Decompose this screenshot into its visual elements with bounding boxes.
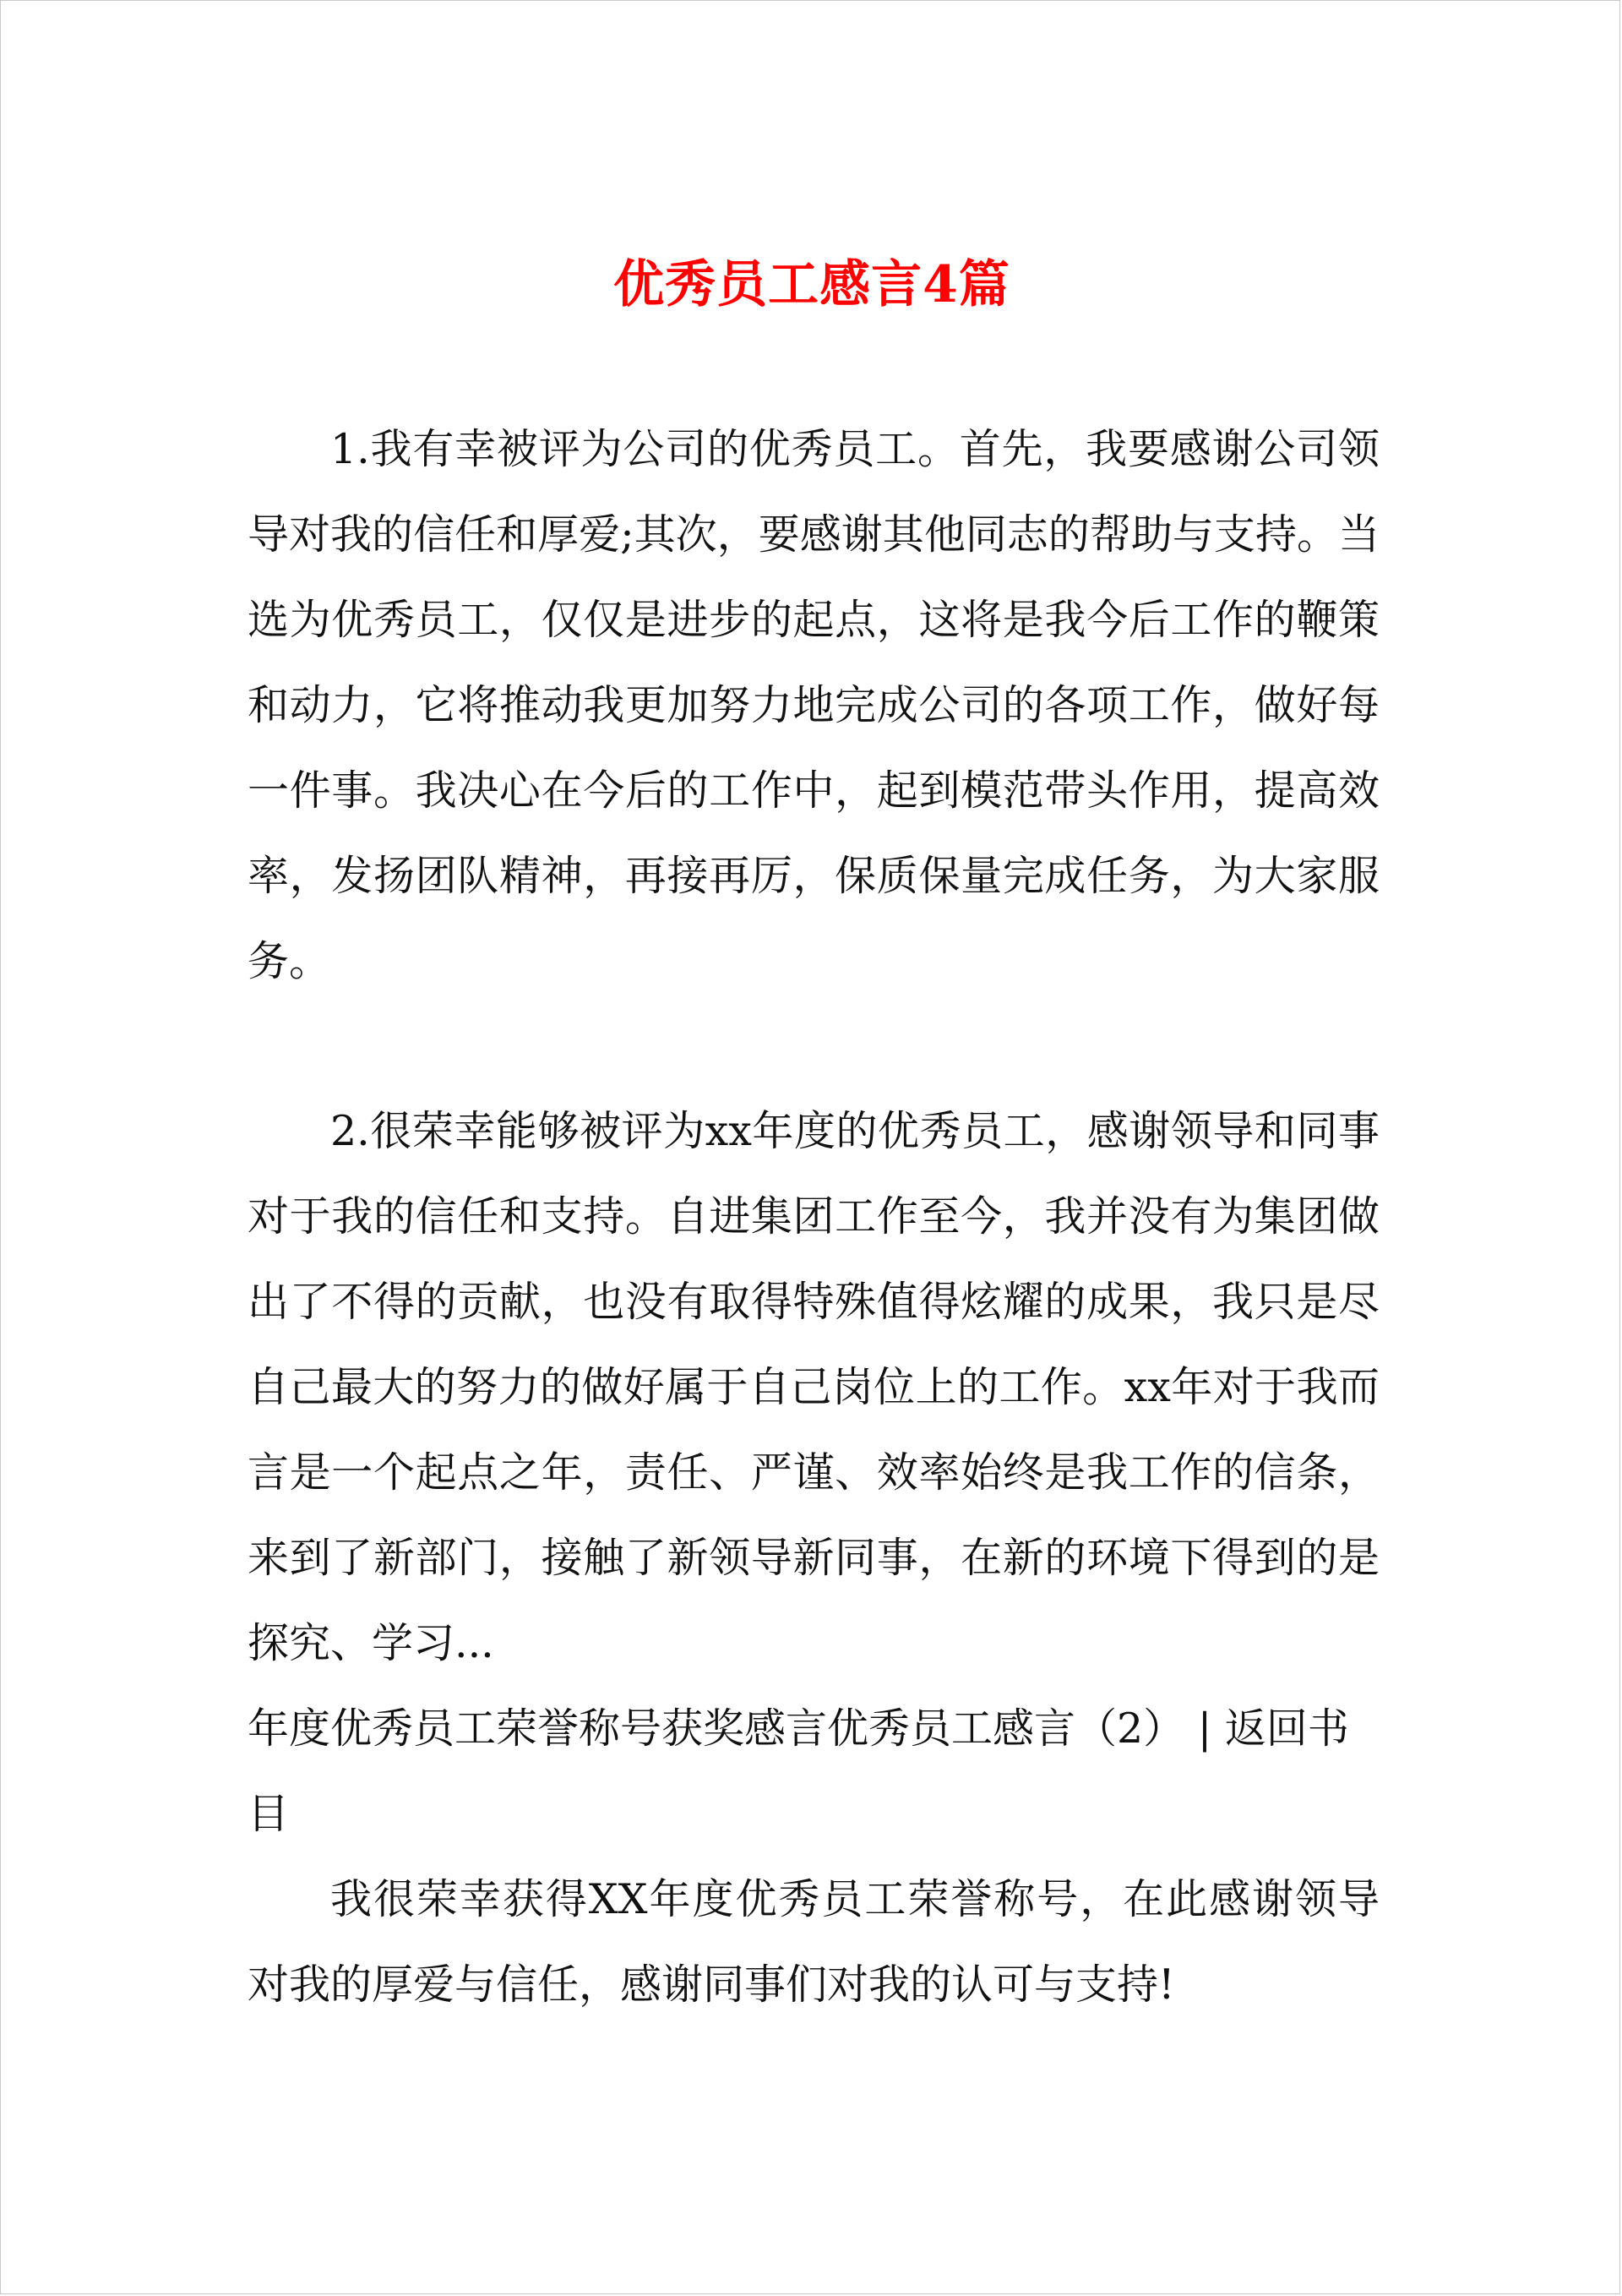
paragraph-4: 我很荣幸获得XX年度优秀员工荣誉称号，在此感谢领导对我的厚爱与信任，感谢同事们对我的认可与支持!	[248, 1875, 1380, 2009]
document-title: 优秀员工感言4篇	[613, 255, 1010, 314]
document-body	[248, 406, 1380, 2027]
paragraph-3-link-line[interactable]: 年度优秀员工荣誉称号获奖感言优秀员工感言（2） | 返回书目	[248, 1704, 1349, 1838]
paragraph-1: 1.我有幸被评为公司的优秀员工。首先，我要感谢公司领导对我的信任和厚爱;其次，要感谢其他同志的帮助与支持。当选为优秀员工，仅仅是进步的起点，这将是我今后工作的鞭策和动力，它将推动我更加努力地完成公司的各项工作，做好每一件事。我决心在今后的工作中，起到模范带头作用，提高效率，发扬团队精神，再接再厉，保质保量完成任务，为大家服务。	[248, 425, 1380, 985]
paragraph-2: 2.很荣幸能够被评为xx年度的优秀员工，感谢领导和同事对于我的信任和支持。自进集团工作至今，我并没有为集团做出了不得的贡献，也没有取得特殊值得炫耀的成果，我只是尽自己最大的努力的做好属于自己岗位上的工作。xx年对于我而言是一个起点之年，责任、严谨、效率始终是我工作的信条，来到了新部门，接触了新领导新同事，在新的环境下得到的是探究、学习...	[248, 1107, 1380, 1667]
paragraph-spacer	[248, 1004, 1380, 1088]
